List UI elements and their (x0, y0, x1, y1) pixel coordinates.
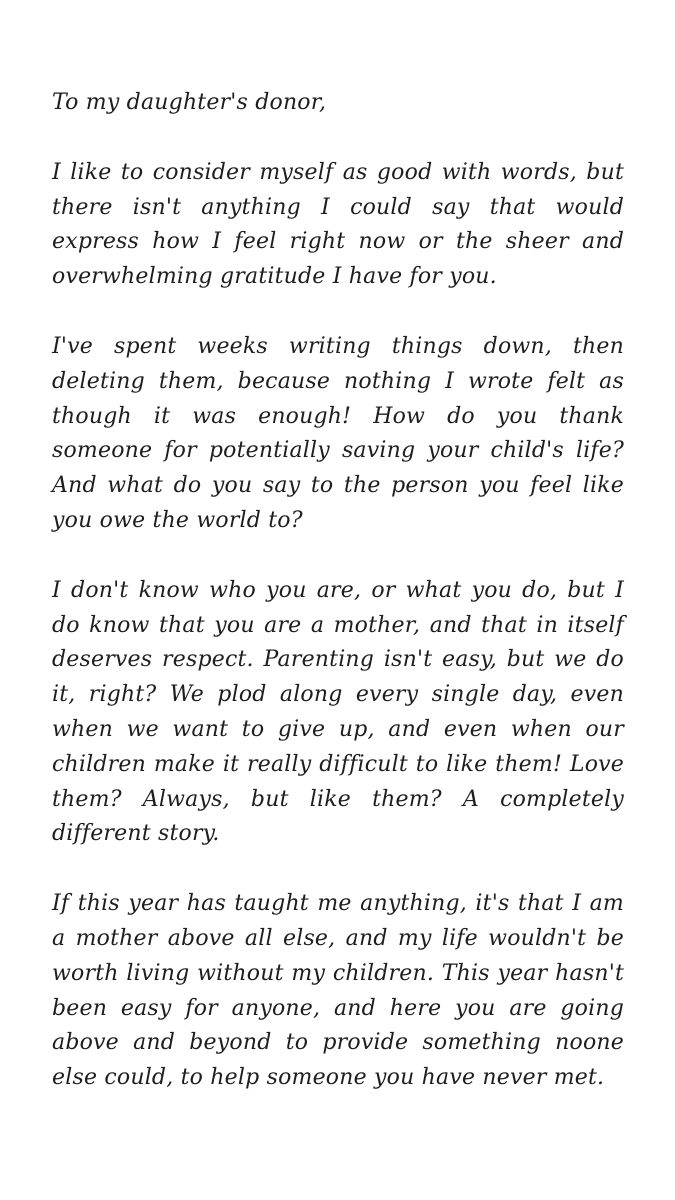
letter-paragraph-1: I like to consider myself as good with words, but there isn't anything I could say that would express how I feel right now or the sheer and overwhelming gratitude I have for you. (52, 159, 624, 290)
letter-paragraph-3: I don't know who you are, or what you do, but I do know that you are a mother, and that in itself deserves respect. Parenting isn't easy, but we do it, right? We plod along every single day, even when we want to give up, and even when our children make it really difficult to like them! Love them? Always, but like them? A completely different story. (52, 577, 624, 847)
letter-paragraph-4: If this year has taught me anything, it's that I am a mother above all else, and my life wouldn't be worth living without my children. This year hasn't been easy for anyone, and here you are going above and beyond to provide something noone else could, to help someone you have never met. (52, 891, 624, 1091)
letter-salutation: To my daughter's donor, (52, 90, 327, 115)
letter-paragraph-2: I've spent weeks writing things down, then deleting them, because nothing I wrote felt as though it was enough! How do you thank someone for potentially saving your child's life? And what do you say to the person you feel like you owe the world to? (52, 333, 624, 533)
letter-body (52, 86, 624, 1096)
